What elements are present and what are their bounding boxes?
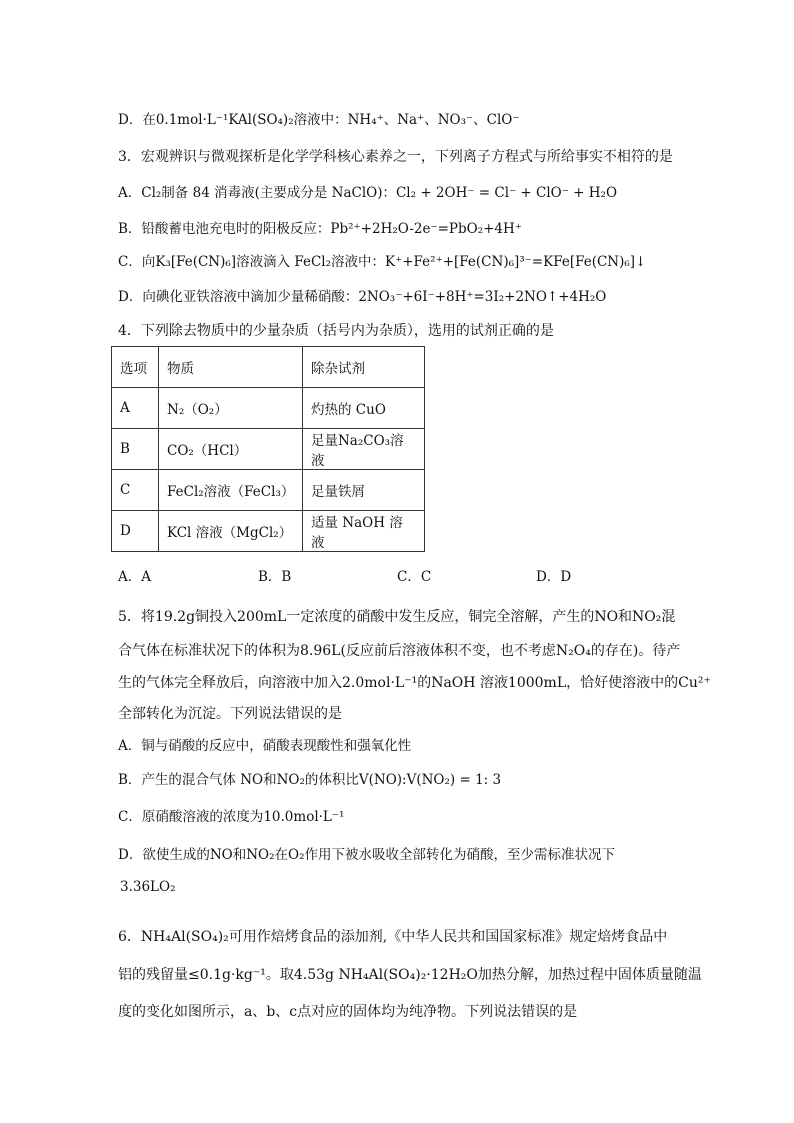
q5-line-4: 全部转化为沉淀。下列说法错误的是	[118, 706, 342, 722]
q3-option-b: B．铅酸蓄电池充电时的阳极反应：Pb²⁺+2H₂O-2e⁻=PbO₂+4H⁺	[118, 221, 522, 237]
q6-line-1: 6．NH₄Al(SO₄)₂可用作焙烤食品的添加剂,《中华人民共和国国家标准》规定焙烤食品中	[118, 929, 668, 945]
q4-table	[111, 346, 425, 552]
q5-option-d-line-2: 3.36LO₂	[120, 879, 176, 895]
table-row	[112, 429, 425, 470]
table-cell: C	[112, 470, 159, 511]
q4-choice-a: A．A	[118, 569, 151, 585]
q4-choice-b: B．B	[258, 569, 292, 585]
q3-option-a: A．Cl₂制备 84 消毒液(主要成分是 NaClO)：Cl₂ + 2OH⁻ = Cl⁻ + ClO⁻ + H₂O	[118, 185, 618, 201]
table-cell: FeCl₂溶液（FeCl₃）	[159, 470, 303, 511]
q6-line-2: 铝的残留量≤0.1g·kg⁻¹。取4.53g NH₄Al(SO₄)₂·12H₂O加热分解，加热过程中固体质量随温	[118, 967, 702, 983]
q3-option-c: C．向K₃[Fe(CN)₆]溶液滴入 FeCl₂溶液中：K⁺+Fe²⁺+[Fe(CN)₆]³⁻=KFe[Fe(CN)₆]↓	[118, 254, 647, 270]
q5-option-b: B．产生的混合气体 NO和NO₂的体积比V(NO):V(NO₂) = 1: 3	[118, 772, 502, 788]
q5-line-1: 5．将19.2g铜投入200mL一定浓度的硝酸中发生反应，铜完全溶解，产生的NO和NO₂混	[118, 609, 676, 625]
q5-option-a: A．铜与硝酸的反应中，硝酸表现酸性和强氧化性	[118, 738, 412, 754]
table-cell: N₂（O₂）	[159, 388, 303, 429]
table-row	[112, 511, 425, 552]
table-cell: 灼热的 CuO	[303, 388, 425, 429]
table-cell: A	[112, 388, 159, 429]
table-cell: CO₂（HCl）	[159, 429, 303, 470]
table-row	[112, 470, 425, 511]
q2-option-d: D．在0.1mol·L⁻¹KAl(SO₄)₂溶液中：NH₄⁺、Na⁺、NO₃⁻、ClO⁻	[118, 112, 520, 128]
table-header: 物质	[159, 347, 303, 388]
table-cell: KCl 溶液（MgCl₂）	[159, 511, 303, 552]
table-header: 选项	[112, 347, 159, 388]
q4-stem: 4．下列除去物质中的少量杂质（括号内为杂质），选用的试剂正确的是	[118, 323, 554, 339]
table-cell: 足量铁屑	[303, 470, 425, 511]
q4-choice-c: C．C	[397, 569, 432, 585]
q5-line-2: 合气体在标准状况下的体积为8.96L(反应前后溶液体积不变，也不考虑N₂O₄的存在)。待产	[118, 643, 681, 659]
q3-option-d: D．向碘化亚铁溶液中滴加少量稀硝酸：2NO₃⁻+6I⁻+8H⁺=3I₂+2NO↑+4H₂O	[118, 289, 607, 305]
q3-stem: 3．宏观辨识与微观探析是化学学科核心素养之一，下列离子方程式与所给事实不相符的是	[118, 149, 673, 165]
table-header: 除杂试剂	[303, 347, 425, 388]
q4-choice-d: D．D	[536, 569, 572, 585]
table-header-row	[112, 347, 425, 388]
table-cell: 足量Na₂CO₃溶液	[303, 429, 425, 470]
table-row	[112, 388, 425, 429]
table-cell: 适量 NaOH 溶液	[303, 511, 425, 552]
q5-option-c: C．原硝酸溶液的浓度为10.0mol·L⁻¹	[118, 809, 345, 825]
table-cell: B	[112, 429, 159, 470]
q6-line-3: 度的变化如图所示，a、b、c点对应的固体均为纯净物。下列说法错误的是	[118, 1004, 578, 1020]
table-cell: D	[112, 511, 159, 552]
q5-option-d-line-1: D．欲使生成的NO和NO₂在O₂作用下被水吸收全部转化为硝酸，至少需标准状况下	[118, 847, 615, 863]
q5-line-3: 生的气体完全释放后，向溶液中加入2.0mol·L⁻¹的NaOH 溶液1000mL，恰好使溶液中的Cu²⁺	[118, 675, 711, 691]
